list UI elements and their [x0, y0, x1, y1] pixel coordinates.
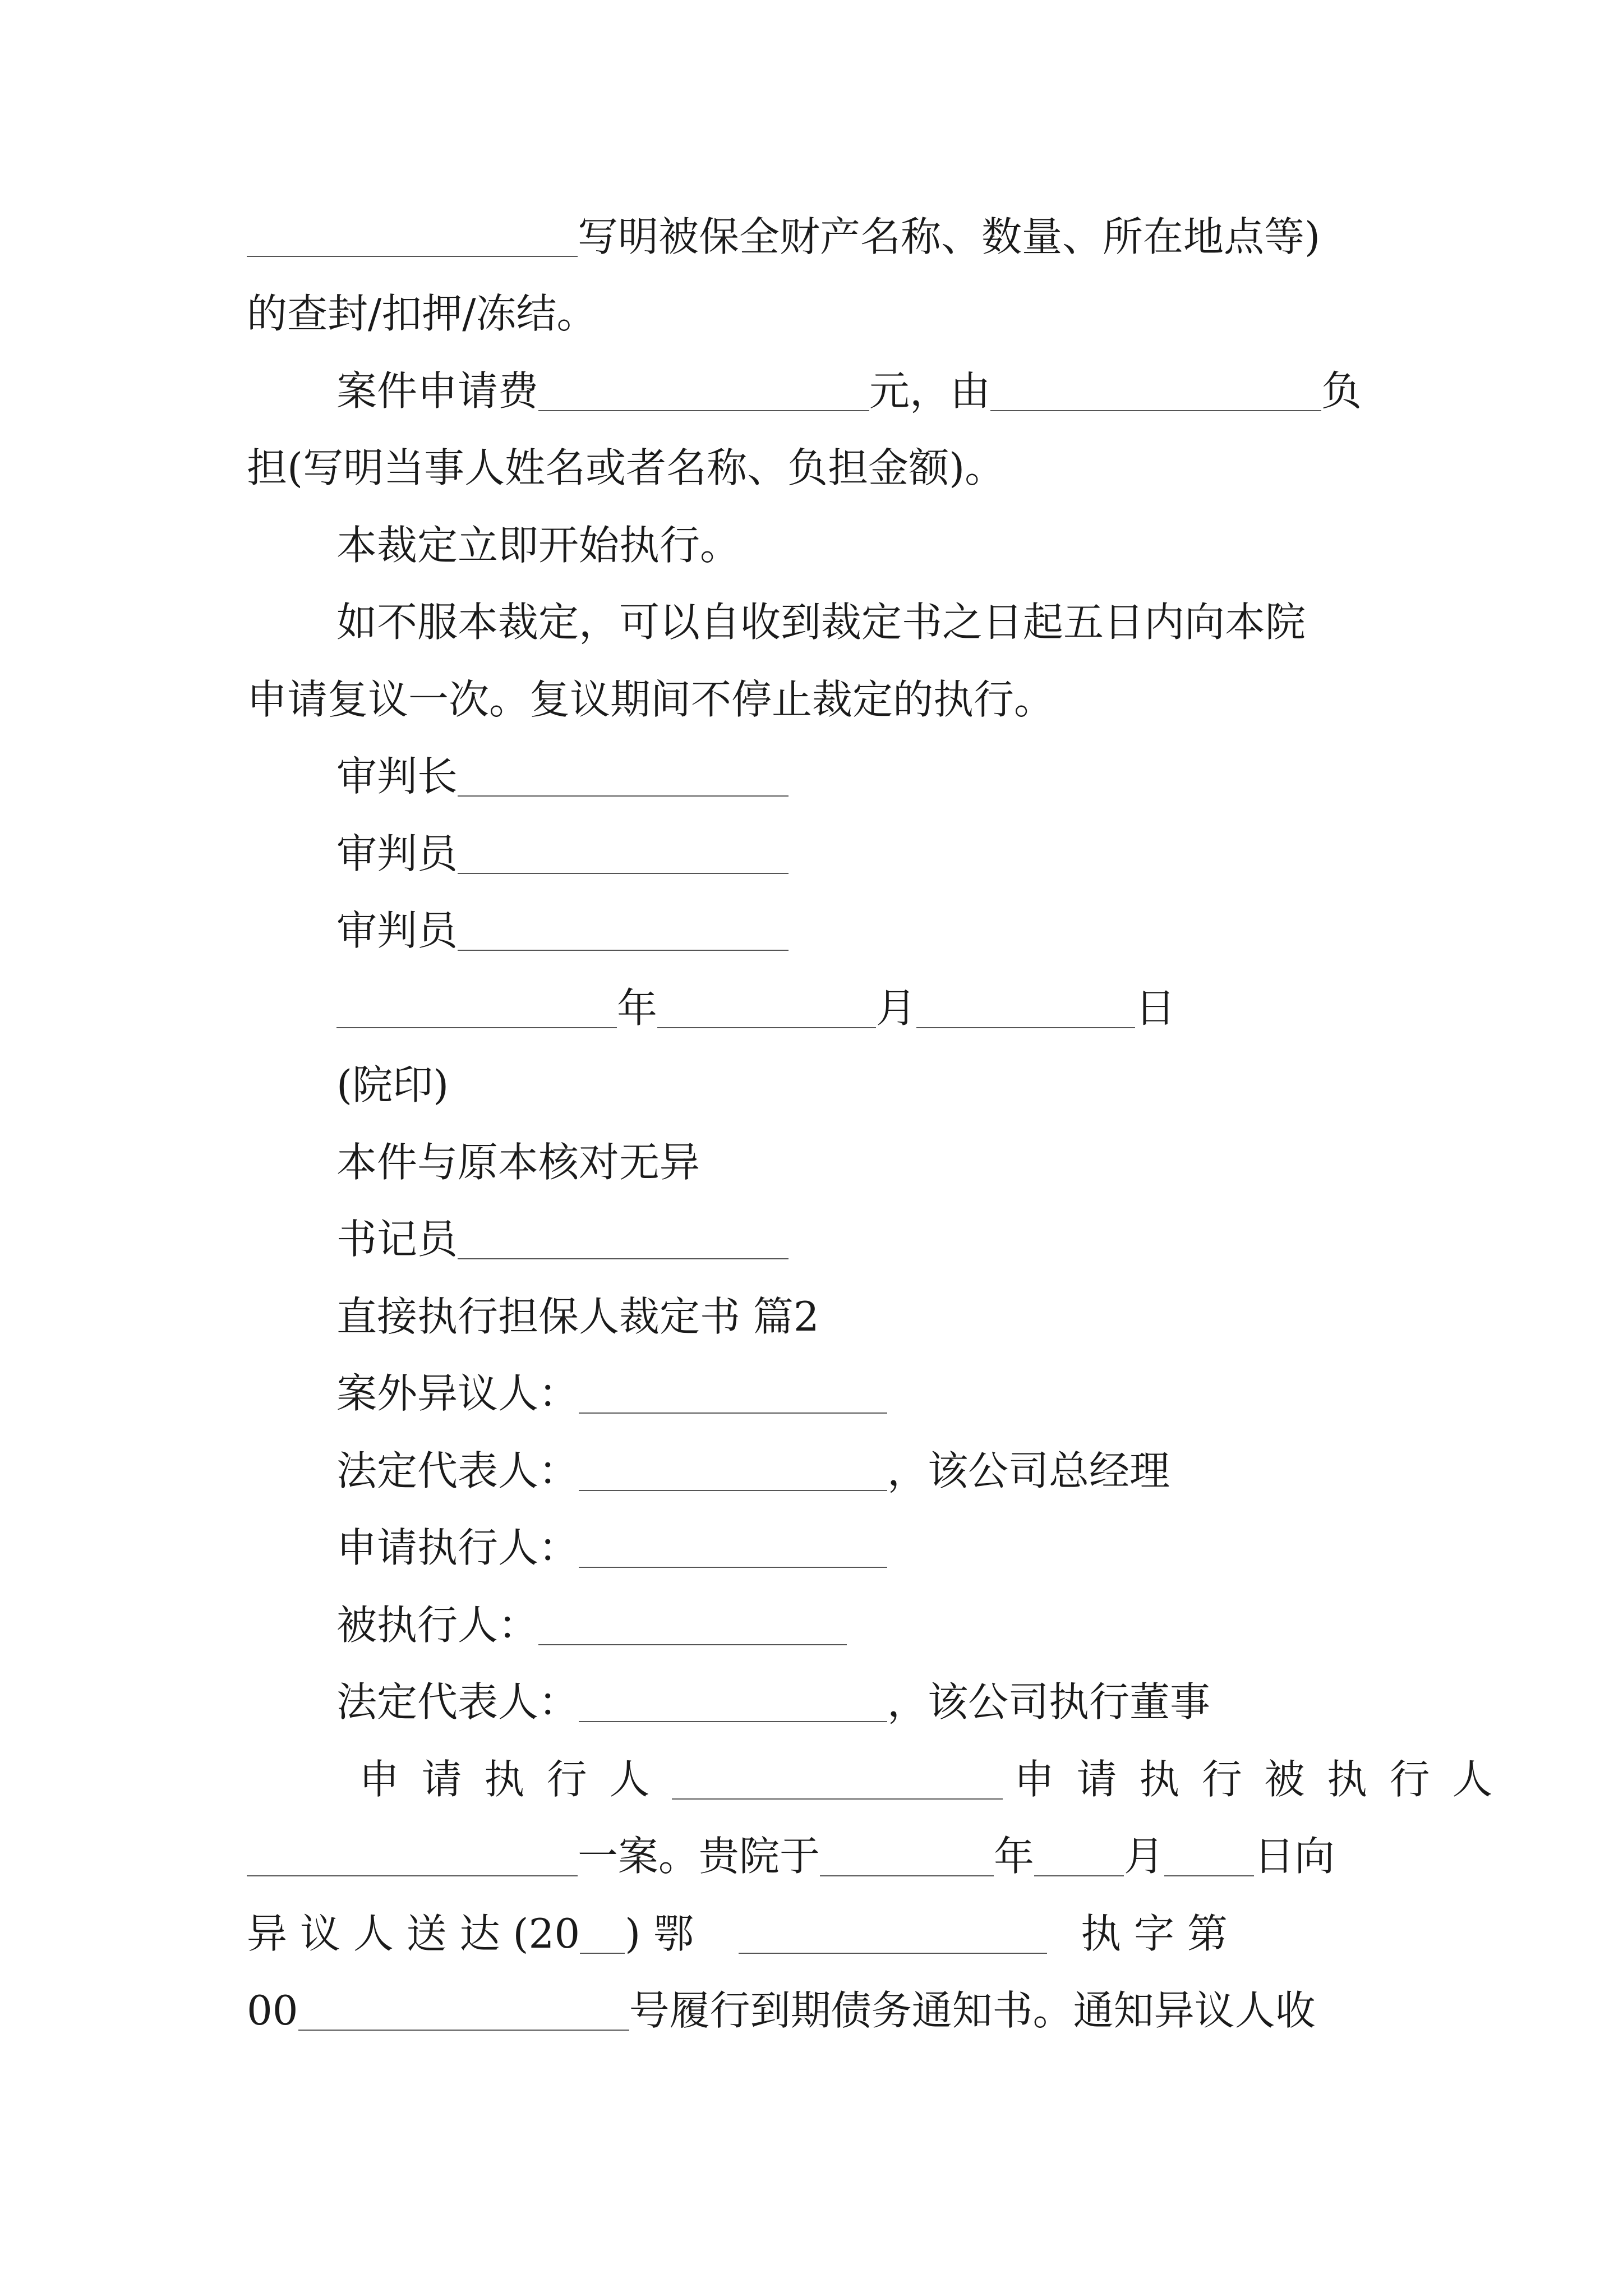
line-text: 案件申请费	[336, 367, 539, 415]
blank-field	[579, 1450, 887, 1491]
blank-field	[1034, 1835, 1124, 1876]
doc-line-16	[336, 1369, 887, 1417]
doc-line-8	[336, 752, 789, 800]
doc-line-15	[336, 1292, 819, 1340]
doc-line-11	[336, 983, 1176, 1032]
line-text: 年	[994, 1833, 1035, 1880]
blank-field	[458, 755, 789, 797]
doc-line-22	[247, 1832, 1335, 1880]
line-text: 审判员	[336, 830, 458, 877]
doc-line-13	[336, 1138, 700, 1186]
line-text: ) 鄂	[625, 1910, 694, 1957]
doc-line-18	[336, 1523, 887, 1571]
blank-field	[458, 1218, 789, 1259]
line-text: 日向	[1254, 1833, 1335, 1880]
blank-field	[916, 987, 1135, 1028]
line-text: 申请复议一次。复议期间不停止裁定的执行。	[247, 676, 1055, 723]
line-text: ，该公司执行董事	[887, 1678, 1211, 1726]
line-text: 本件与原本核对无异	[336, 1139, 700, 1186]
doc-line-19	[336, 1600, 847, 1649]
line-text: 审判长	[336, 753, 458, 800]
doc-line-12	[336, 1060, 449, 1108]
blank-field	[672, 1758, 1003, 1800]
line-text: 案外异议人：	[336, 1370, 579, 1417]
blank-field	[247, 1835, 578, 1876]
line-text: 的查封/扣押/冻结。	[247, 290, 597, 337]
line-text: 负	[1321, 367, 1362, 415]
doc-line-24	[247, 1986, 1316, 2034]
line-text: 日	[1135, 984, 1176, 1032]
line-text: 年	[617, 984, 658, 1032]
line-text: 申请执行人：	[336, 1524, 579, 1571]
doc-line-10	[336, 906, 789, 954]
line-text: 法定代表人：	[336, 1678, 579, 1726]
blank-field	[1164, 1835, 1254, 1876]
doc-line-17	[336, 1446, 1170, 1494]
blank-field	[990, 370, 1321, 411]
line-text: 本裁定立即开始执行。	[336, 522, 741, 569]
blank-field	[579, 1372, 887, 1414]
line-text: 月	[1124, 1833, 1165, 1880]
doc-line-20	[336, 1677, 1211, 1726]
line-text: ，该公司总经理	[887, 1447, 1170, 1494]
line-text: 被执行人：	[336, 1602, 539, 1649]
doc-line-6	[336, 597, 1306, 646]
line-text: 执 字 第	[1081, 1910, 1228, 1957]
line-text: 担(写明当事人姓名或者名称、负担金额)。	[247, 444, 1006, 491]
section-heading: 直接执行担保人裁定书 篇2	[336, 1293, 819, 1340]
doc-line-5	[336, 521, 741, 569]
line-text: 法定代表人：	[336, 1447, 579, 1494]
doc-line-1	[247, 212, 1321, 260]
line-text: 月	[876, 984, 917, 1032]
blank-field	[538, 1604, 847, 1645]
blank-field	[336, 987, 617, 1028]
line-text: 异 议 人 送 达 (20	[247, 1910, 580, 1957]
line-text: 书记员	[336, 1216, 458, 1263]
line-text: 一案。贵院于	[578, 1833, 820, 1880]
blank-field	[580, 1912, 625, 1954]
blank-field	[820, 1835, 994, 1876]
line-text: 元，由	[869, 367, 991, 415]
line-text: 申请执行被执行人	[1014, 1756, 1515, 1803]
line-text: 申请执行人	[359, 1756, 672, 1803]
line-text: 00	[247, 1987, 298, 2034]
doc-line-14	[336, 1214, 789, 1263]
doc-line-4	[247, 443, 1006, 491]
doc-line-3	[336, 366, 1362, 415]
line-text: (院印)	[336, 1061, 449, 1108]
blank-field	[458, 909, 789, 951]
blank-field	[247, 215, 578, 257]
doc-line-21	[359, 1755, 1515, 1803]
doc-line-9	[336, 829, 789, 877]
blank-field	[579, 1681, 887, 1722]
line-text: 号履行到期债务通知书。通知异议人收	[629, 1987, 1316, 2034]
blank-field	[579, 1526, 887, 1568]
blank-field	[739, 1912, 1047, 1954]
doc-line-7	[247, 675, 1055, 723]
line-text: 审判员	[336, 907, 458, 954]
blank-field	[458, 832, 789, 874]
line-text: 如不服本裁定，可以自收到裁定书之日起五日内向本院	[336, 599, 1306, 646]
blank-field	[298, 1989, 629, 2031]
blank-field	[538, 370, 869, 411]
doc-line-2	[247, 289, 597, 337]
blank-field	[657, 987, 876, 1028]
doc-line-23	[247, 1909, 1228, 1957]
line-text: 写明被保全财产名称、数量、所在地点等)	[578, 213, 1321, 260]
